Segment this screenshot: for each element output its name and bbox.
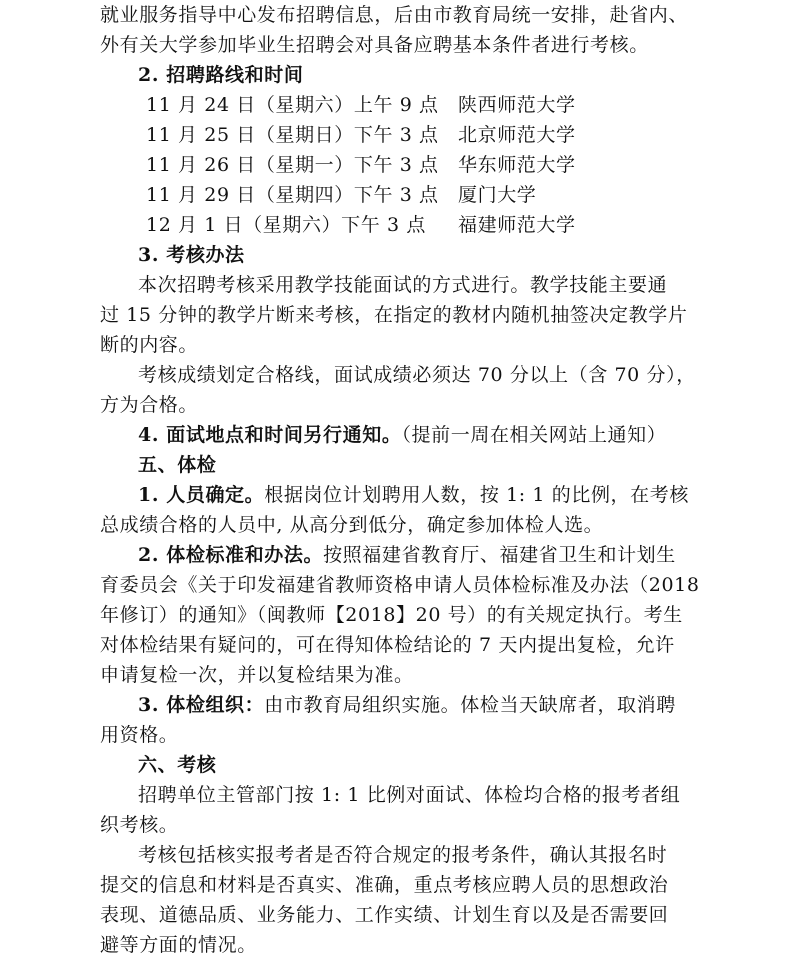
- schedule-time: 11 月 25 日（星期日）下午 3 点: [146, 124, 439, 146]
- schedule-row: [100, 180, 700, 210]
- schedule-venue: 陕西师范大学: [458, 94, 576, 116]
- schedule-venue: 华东师范大学: [458, 154, 576, 176]
- item-title: 2. 体检标准和办法。: [138, 544, 324, 566]
- text-line: 提交的信息和材料是否真实、准确，重点考核应聘人员的思想政治: [100, 874, 669, 896]
- text-line: 外有关大学参加毕业生招聘会对具备应聘基本条件者进行考核。: [100, 34, 649, 56]
- text-line: 年修订）的通知》（闽教师【2018】20 号）的有关规定执行。考生: [100, 604, 683, 626]
- text-line: 织考核。: [100, 814, 179, 836]
- text-line: 招聘单位主管部门按 1: 1 比例对面试、体检均合格的报考者组: [138, 784, 681, 806]
- paragraph-line: [100, 480, 700, 510]
- item-text: 按照福建省教育厅、福建省卫生和计划生: [323, 544, 676, 566]
- schedule-row: [100, 150, 700, 180]
- schedule-time: 12 月 1 日（星期六）下午 3 点: [146, 214, 426, 236]
- schedule-row: [100, 120, 700, 150]
- text-line: 表现、道德品质、业务能力、工作实绩、计划生育以及是否需要回: [100, 904, 669, 926]
- schedule-venue: 福建师范大学: [458, 214, 576, 236]
- text-line: 总成绩合格的人员中, 从高分到低分，确定参加体检人选。: [100, 514, 604, 536]
- text-line: 申请复检一次，并以复检结果为准。: [100, 664, 414, 686]
- text-line: 方为合格。: [100, 394, 199, 416]
- item-text: 由市教育局组织实施。体检当天缺席者，取消聘: [264, 694, 676, 716]
- interview-notice-note: （提前一周在相关网站上通知）: [401, 424, 667, 446]
- text-line: 过 15 分钟的教学片断来考核，在指定的教材内随机抽签决定教学片: [100, 304, 688, 326]
- schedule-time: 11 月 26 日（星期一）下午 3 点: [146, 154, 439, 176]
- schedule-venue: 北京师范大学: [458, 124, 576, 146]
- text-line: 对体检结果有疑问的，可在得知体检结论的 7 天内提出复检，允许: [100, 634, 675, 656]
- text-line: 断的内容。: [100, 334, 199, 356]
- text-line: 考核成绩划定合格线，面试成绩必须达 70 分以上（含 70 分），: [138, 364, 696, 386]
- item-title: 3. 体检组织：: [138, 694, 265, 716]
- schedule-venue: 厦门大学: [458, 184, 537, 206]
- text-line: 就业服务指导中心发布招聘信息，后由市教育局统一安排，赴省内、: [100, 4, 689, 26]
- subheading-interview-notice: [100, 420, 700, 450]
- subheading-recruitment-route: 2. 招聘路线和时间: [138, 64, 304, 86]
- schedule-time: 11 月 29 日（星期四）下午 3 点: [146, 184, 439, 206]
- schedule-row: [100, 90, 700, 120]
- text-line: 避等方面的情况。: [100, 934, 257, 956]
- text-line: 考核包括核实报考者是否符合规定的报考条件，确认其报名时: [138, 844, 668, 866]
- schedule-row: [100, 210, 700, 240]
- paragraph-line: [100, 690, 700, 720]
- subheading-assessment-method: 3. 考核办法: [138, 244, 245, 266]
- text-line: 育委员会《关于印发福建省教师资格申请人员体检标准及办法（2018: [100, 574, 700, 596]
- section-heading-physical-exam: 五、体检: [138, 454, 217, 476]
- schedule-time: 11 月 24 日（星期六）上午 9 点: [146, 94, 439, 116]
- paragraph-line: [100, 540, 700, 570]
- section-heading-assessment: 六、考核: [138, 754, 217, 776]
- item-text: 根据岗位计划聘用人数，按 1: 1 的比例，在考核: [264, 484, 689, 506]
- interview-notice-bold: 4. 面试地点和时间另行通知。: [138, 424, 402, 446]
- text-line: 本次招聘考核采用教学技能面试的方式进行。教学技能主要通: [138, 274, 668, 296]
- text-line: 用资格。: [100, 724, 179, 746]
- item-title: 1. 人员确定。: [138, 484, 265, 506]
- document-page: [100, 0, 700, 960]
